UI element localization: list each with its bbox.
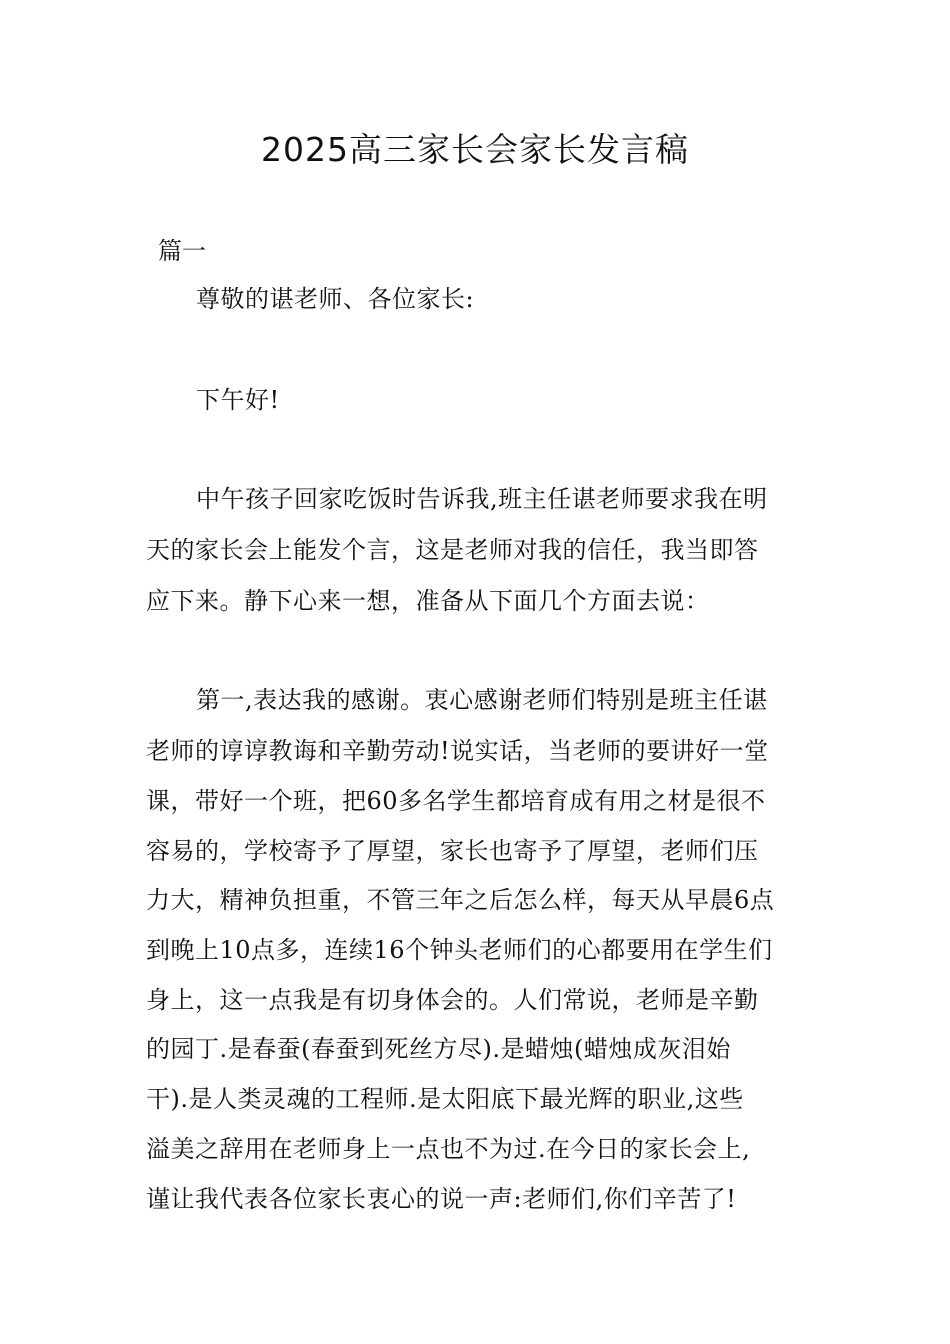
paragraph-line: 课，带好一个班，把60多名学生都培育成有用之材是很不: [146, 787, 766, 815]
paragraph-line: 谨让我代表各位家长衷心的说一声:老师们,你们辛苦了!: [146, 1185, 737, 1213]
paragraph-line: 身上，这一点我是有切身体会的。人们常说，老师是辛勤: [146, 986, 759, 1014]
paragraph-line: 天的家长会上能发个言，这是老师对我的信任，我当即答: [146, 536, 759, 564]
document-title: 2025高三家长会家长发言稿: [261, 130, 689, 169]
paragraph-line: 老师的谆谆教诲和辛勤劳动!说实话，当老师的要讲好一堂: [146, 737, 769, 765]
paragraph-line: 中午孩子回家吃饭时告诉我,班主任谌老师要求我在明: [196, 485, 768, 513]
paragraph-line: 应下来。静下心来一想，准备从下面几个方面去说：: [146, 587, 710, 615]
salutation: 尊敬的谌老师、各位家长:: [196, 285, 475, 313]
section-label: 篇一: [158, 237, 206, 265]
paragraph-line: 力大，精神负担重，不管三年之后怎么样，每天从早晨6点: [146, 886, 775, 914]
paragraph-line: 干).是人类灵魂的工程师.是太阳底下最光辉的职业,这些: [146, 1085, 744, 1113]
greeting: 下午好!: [196, 386, 280, 414]
paragraph-line: 容易的，学校寄予了厚望，家长也寄予了厚望，老师们压: [146, 837, 759, 865]
paragraph-line: 第一,表达我的感谢。衷心感谢老师们特别是班主任谌: [196, 686, 768, 714]
paragraph-line: 到晚上10点多，连续16个钟头老师们的心都要用在学生们: [146, 936, 773, 964]
paragraph-line: 的园丁.是春蚕(春蚕到死丝方尽).是蜡烛(蜡烛成灰泪始: [146, 1035, 731, 1063]
paragraph-line: 溢美之辞用在老师身上一点也不为过.在今日的家长会上,: [146, 1135, 751, 1163]
